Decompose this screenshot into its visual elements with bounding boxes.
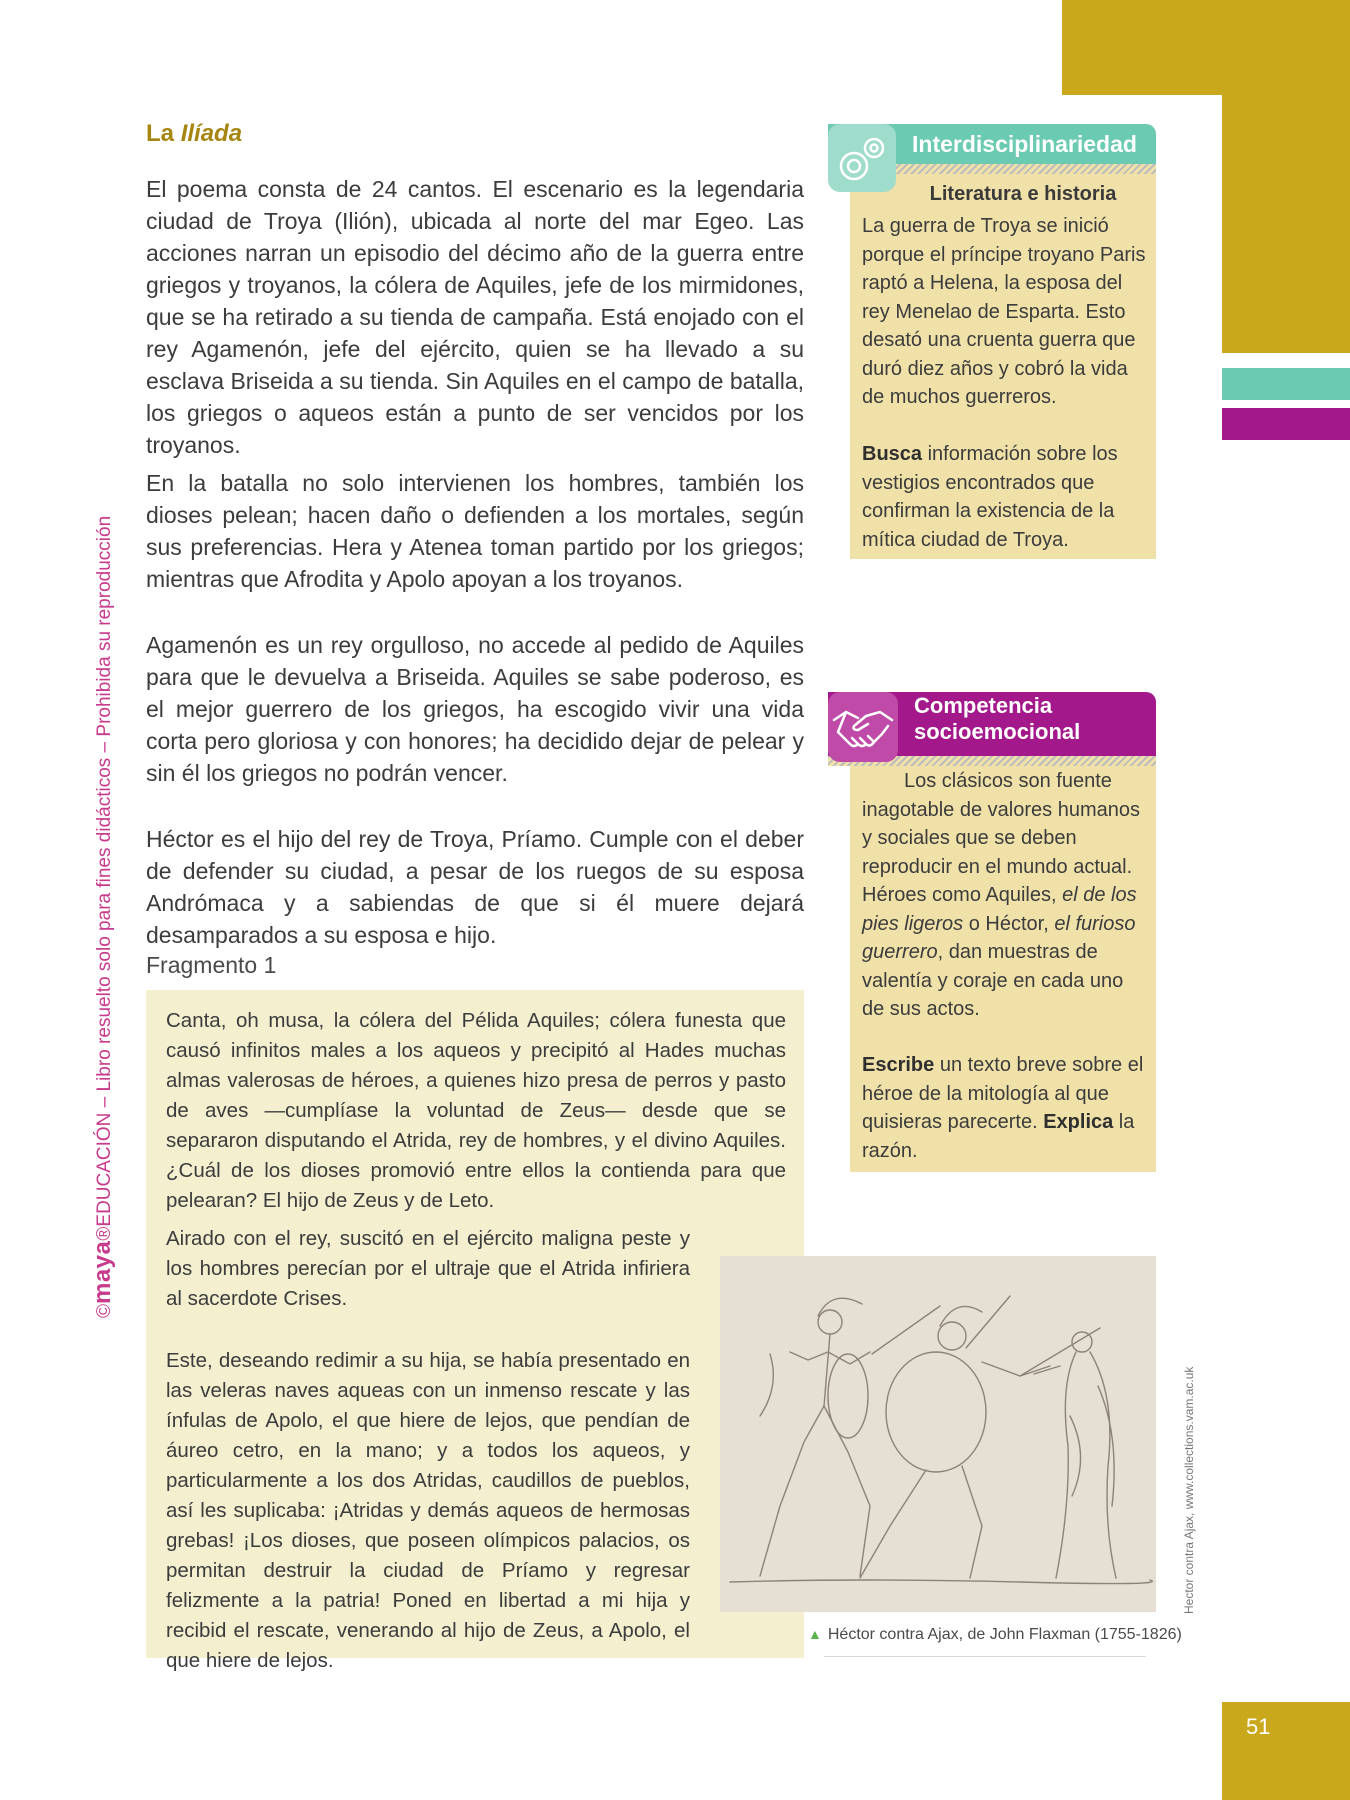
copyright-symbol: ©	[94, 1304, 115, 1318]
handshake-icon	[828, 692, 898, 762]
decorative-magenta-bar	[1222, 408, 1350, 440]
fragment-label: Fragmento 1	[146, 952, 277, 978]
sketch-drawing	[720, 1256, 1156, 1612]
body-paragraph-1: El poema consta de 24 cantos. El escenario es la legendaria ciudad de Troya (Ilión), ubicada al norte del mar Egeo. Las acciones narran un episodio del décimo año de la guerra entre griegos y troyanos, la cólera de Aquiles, jefe de los mirmidones, que se ha retirado a su tienda de campaña. Está enojado con el rey Agamenón, jefe del ejército, quien se ha llevado a su esclava Briseida a su tienda. Sin Aquiles en el campo de batalla, los griegos o aqueos están a punto de ser vencidos por los troyanos.	[146, 176, 804, 458]
caption-text: Héctor contra Ajax, de John Flaxman (1755-1826)	[827, 1626, 1182, 1643]
hector-ajax-illustration	[720, 1256, 1156, 1612]
fragment-paragraph-1: Canta, oh musa, la cólera del Pélida Aquiles; cólera funesta que causó infinitos males a los aqueos y precipitó al Hades muchas almas valerosas de héroes, a quienes hizo presa de perros y pasto de aves —cumplíase la voluntad de Zeus— desde que se separaron disputando el Atrida, rey de hombres, y el divino Aquiles. ¿Cuál de los dioses promovió entre ellos la contienda para que pelearan? El hijo de Zeus y de Leto.	[166, 1009, 786, 1212]
interdisciplinariedad-text: La guerra de Troya se inició porque el príncipe troyano Paris raptó a Helena, la esposa del rey Menelao de Esparta. Esto desató una cruenta guerra que duró diez años y cobró la vida de muchos guerreros.	[862, 215, 1146, 408]
caption-rule	[824, 1656, 1146, 1657]
competencia-task: Escribe un texto breve sobre el héroe de la mitología al que quisieras parecerte. Explica la razón.	[862, 1054, 1144, 1162]
section-title: La Ilíada	[146, 120, 243, 147]
interdisciplinariedad-title: Interdisciplinariedad	[912, 131, 1137, 157]
page-number-tab	[1222, 1702, 1350, 1800]
registered-symbol: ®	[94, 1226, 115, 1241]
body-paragraph-4: Héctor es el hijo del rey de Troya, Príamo. Cumple con el deber de defender su ciudad, a pesar de los ruegos de su esposa Andrómaca y a sabiendas de que si él muere dejará desamparados a su esposa e hijo.	[146, 826, 804, 948]
copyright-strip	[88, 498, 118, 1318]
triangle-icon: ▲	[808, 1626, 822, 1642]
fragment-paragraph-3: Este, deseando redimir a su hija, se había presentado en las veleras naves aqueas con un inmenso rescate y las ínfulas de Apolo, el que hiere de lejos, que pendían de áureo cetro, en la mano; y a todos los aqueos, y particularmente a los dos Atridas, caudillos de pueblos, así les suplicaba: ¡Atridas y demás aqueos de hermosas grebas! ¡Los dioses, que poseen olímpicos palacios, os permitan destruir la ciudad de Príamo y regresar felizmente a la patria! Poned en libertad a mi hija y recibid el rescate, venerando al hijo de Zeus, a Apolo, el que hiere de lejos.	[166, 1349, 690, 1672]
fragment-paragraph-2: Airado con el rey, suscitó en el ejército maligna peste y los hombres perecían por el ultraje que el Atrida infiriera al sacerdote Crises.	[166, 1227, 690, 1310]
interdisciplinariedad-subtitle: Literatura e historia	[929, 183, 1117, 205]
photo-credit: Hector contra Ajax, www.collections.vam.ac.uk	[1182, 1366, 1196, 1614]
competencia-text: Los clásicos son fuente inagotable de valores humanos y sociales que se deben reproducir en el mundo actual. Héroes como Aquiles, el de los pies ligeros o Héctor, el furioso guerrero, dan muestras de valentía y coraje en cada uno de sus actos.	[862, 770, 1140, 1020]
body-paragraph-2: En la batalla no solo intervienen los hombres, también los dioses pelean; hacen daño o defienden a los mortales, según sus preferencias. Hera y Atenea toman partido por los griegos; mientras que Afrodita y Apolo apoyan a los troyanos.	[146, 470, 804, 592]
interdisciplinariedad-task: Busca información sobre los vestigios encontrados que confirman la existencia de la mítica ciudad de Troya.	[862, 443, 1118, 551]
decorative-gold-bar-top	[1062, 0, 1350, 95]
competencia-title: Competencia socioemocional	[914, 693, 1081, 744]
decorative-teal-bar	[1222, 368, 1350, 400]
figure-caption	[808, 1626, 1182, 1644]
target-icon	[828, 124, 896, 192]
copyright-text: EDUCACIÓN – Libro resuelto solo para fines didácticos – Prohibida su reproducción	[94, 515, 115, 1227]
body-paragraph-3: Agamenón es un rey orgulloso, no accede al pedido de Aquiles para que le devuelva a Briseida. Aquiles se sabe poderoso, es el mejor guerrero de los griegos, ha escogido vivir una vida corta pero gloriosa y con honores; ha decidido dejar de pelear y sin él los griegos no podrán vencer.	[146, 632, 804, 786]
brand-logo: maya	[89, 1240, 116, 1304]
page-number: 51	[1246, 1714, 1271, 1739]
decorative-gold-bar-side	[1222, 95, 1350, 353]
